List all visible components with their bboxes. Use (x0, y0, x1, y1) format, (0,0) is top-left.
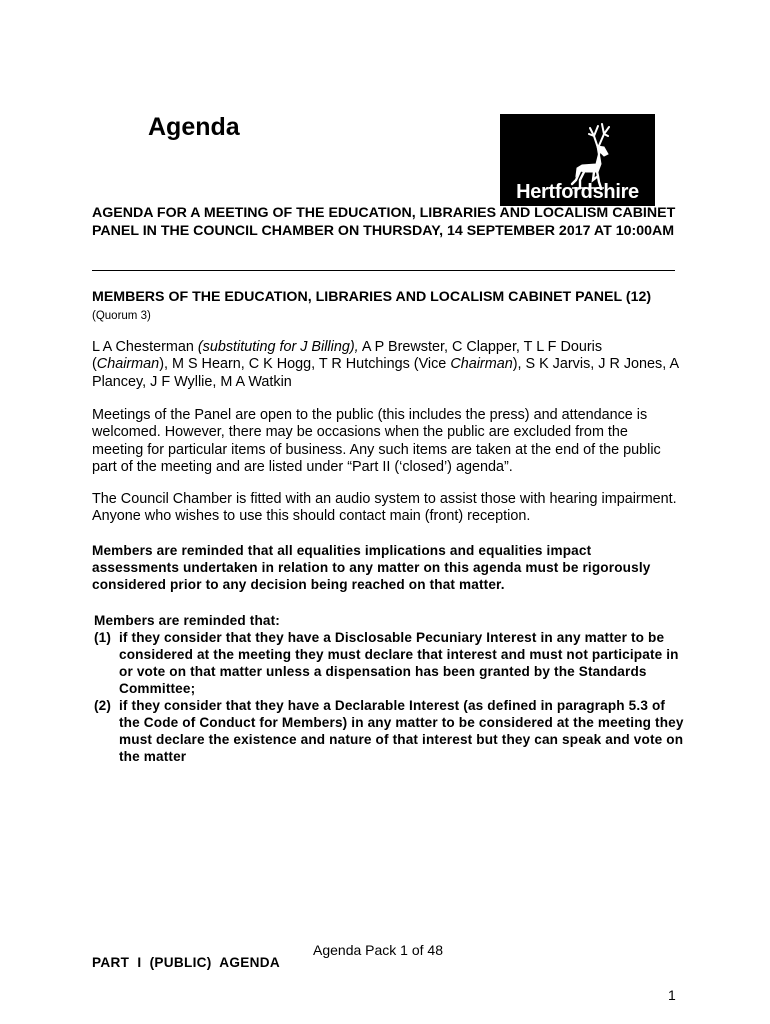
list-item-text: if they consider that they have a Disclosable Pecuniary Interest in any matter to be considered at the meeting they must declare that interest and must not participate in or vote on that matter unless a dispensation has been granted by the Standards Committee; (119, 630, 679, 696)
page-title: Agenda (148, 113, 240, 141)
divider (92, 270, 675, 271)
list-item-number: (1) (94, 630, 112, 645)
members-list-part: ), S K Jarvis, J R Jones, A Plancey, J F Wyllie, M A Watkin (92, 356, 679, 390)
chairman-role: Chairman (96, 356, 160, 373)
meeting-heading: AGENDA FOR A MEETING OF THE EDUCATION, LIBRARIES AND LOCALISM CABINET PANEL IN THE COUNCIL CHAMBER ON THURSDAY, 14 SEPTEMBER 2017 AT 10:00AM (92, 205, 676, 239)
agenda-pack-label: Agenda Pack 1 of 48 (313, 942, 443, 958)
members-list-part: L A Chesterman (92, 339, 198, 355)
members-list-part: ), M S Hearn, C K Hogg, T R Hutchings (Vice (159, 356, 451, 373)
members-heading (92, 289, 692, 325)
list-item (94, 697, 684, 765)
audio-system-paragraph: The Council Chamber is fitted with an audio system to assist those with hearing impairment. Anyone who wishes to use this should contact main (front) reception. (92, 491, 677, 525)
quorum-note: (Quorum 3) (92, 309, 151, 322)
substitution-note: (substituting for J Billing), (197, 339, 359, 355)
list-item (94, 629, 684, 697)
members-list (92, 339, 682, 391)
members-heading-text: MEMBERS OF THE EDUCATION, LIBRARIES AND LOCALISM CABINET PANEL (12) (92, 289, 652, 305)
interests-intro: Members are reminded that: (94, 613, 280, 628)
list-item-text: if they consider that they have a Declarable Interest (as defined in paragraph 5.3 of the Code of Conduct for Members) in any matter to be considered at the meeting they must declare the existence and nature of that interest but they can speak and vote on the matter (119, 698, 684, 764)
part-label: PART I (PUBLIC) AGENDA (92, 955, 280, 970)
public-access-paragraph: Meetings of the Panel are open to the public (this includes the press) and attendance is welcomed. However, there may be occasions when the public are excluded from the meeting for particular items of business. Any such items are taken at the end of the public part of the meeting and are listed under “Part II (‘closed’) agenda”. (92, 407, 661, 475)
hertfordshire-logo (500, 114, 655, 206)
equalities-paragraph: Members are reminded that all equalities implications and equalities impact assessments undertaken in relation to any matter on this agenda must be rigorously considered prior to any decision being reached on that matter. (92, 543, 651, 592)
members-list-part: A P Brewster, C Clapper, T L F Douris ( (92, 339, 603, 373)
vice-chairman-role: Chairman (450, 356, 513, 373)
interests-section (94, 612, 684, 765)
list-item-number: (2) (94, 698, 112, 713)
logo-wordmark: Hertfordshire (516, 181, 639, 203)
page-number: 1 (668, 987, 676, 1003)
interests-list (94, 629, 684, 765)
